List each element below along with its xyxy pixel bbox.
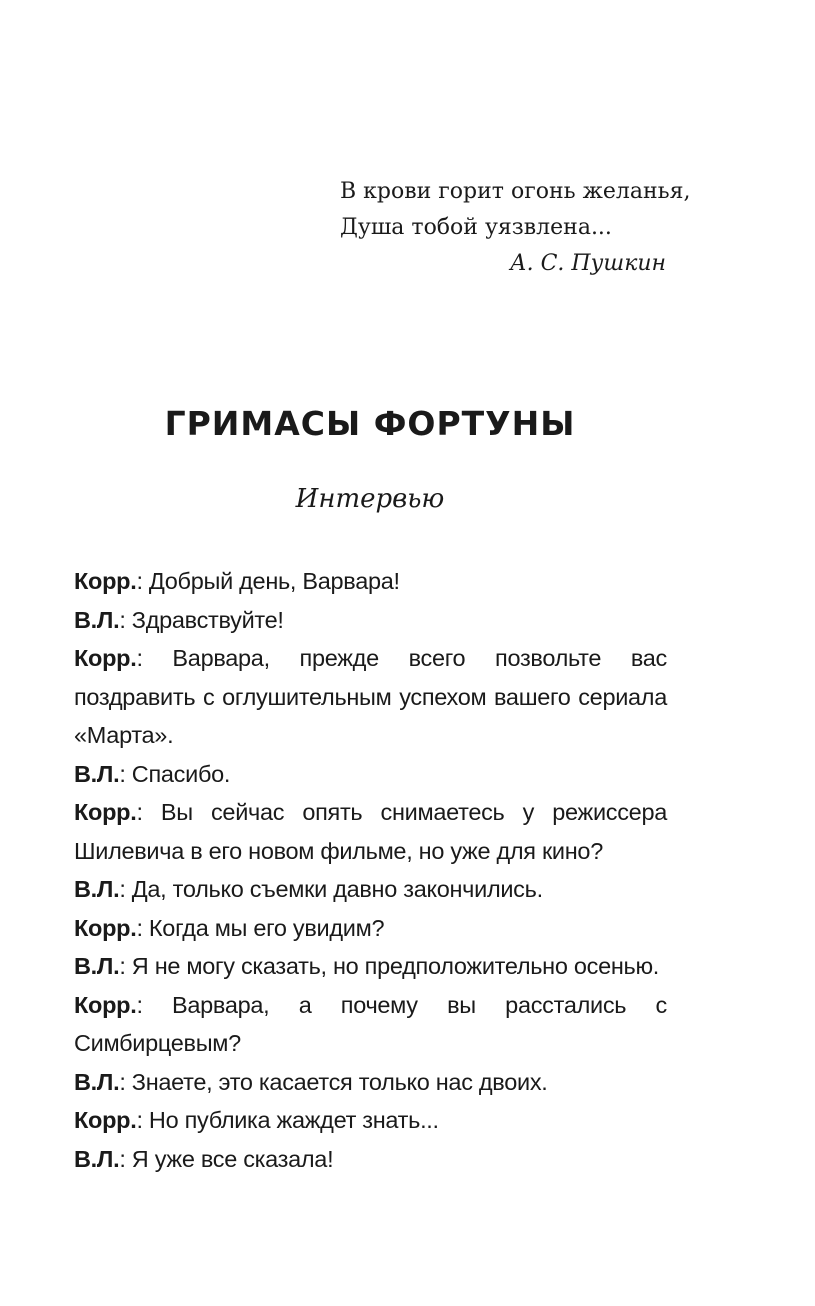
- speaker-separator: :: [119, 876, 132, 902]
- dialogue-line: [74, 755, 667, 794]
- speaker-label: В.Л.: [74, 1145, 120, 1172]
- replica-text: Спасибо.: [131, 760, 231, 787]
- replica-text: Добрый день, Варвара!: [148, 568, 400, 594]
- speaker-label: Корр.: [74, 991, 137, 1018]
- dialogue-line: [74, 793, 667, 870]
- replica-text: Когда мы его увидим?: [148, 914, 385, 941]
- epigraph-author: А. С. Пушкин: [509, 251, 666, 276]
- speaker-separator: :: [136, 568, 149, 594]
- speaker-label: В.Л.: [74, 1068, 120, 1095]
- dialogue-line: [74, 1140, 667, 1179]
- speaker-separator: :: [136, 799, 161, 825]
- speaker-label: В.Л.: [74, 876, 120, 902]
- speaker-separator: :: [119, 953, 132, 979]
- dialogue-line: [74, 986, 667, 1063]
- speaker-separator: :: [119, 1068, 132, 1095]
- dialogue-line: [74, 601, 667, 640]
- speaker-separator: :: [119, 1145, 132, 1172]
- interview-dialogue: [74, 562, 667, 1178]
- epigraph-line: В крови горит огонь желанья,: [340, 179, 691, 204]
- dialogue-line: [74, 1063, 667, 1102]
- speaker-label: Корр.: [74, 1107, 137, 1133]
- replica-text: Варвара, а почему вы расстались с Симбирцевым?: [74, 991, 667, 1056]
- speaker-label: Корр.: [74, 799, 137, 825]
- replica-text: Варвара, прежде всего позвольте вас поздравить с оглушительным успехом вашего сериала «Марта».: [74, 645, 667, 748]
- replica-text: Знаете, это касается только нас двоих.: [131, 1068, 548, 1095]
- replica-text: Здравствуйте!: [131, 606, 284, 633]
- epigraph-line: Душа тобой уязвлена...: [340, 215, 612, 240]
- dialogue-line: [74, 947, 667, 986]
- replica-text: Но публика жаждет знать...: [148, 1107, 439, 1133]
- speaker-separator: :: [136, 645, 173, 671]
- speaker-separator: :: [136, 1107, 149, 1133]
- speaker-separator: :: [136, 991, 172, 1018]
- speaker-label: В.Л.: [74, 953, 120, 979]
- replica-text: Вы сейчас опять снимаетесь у режиссера Шилевича в его новом фильме, но уже для кино?: [74, 799, 667, 864]
- speaker-separator: :: [119, 760, 132, 787]
- speaker-separator: :: [136, 914, 149, 941]
- speaker-separator: :: [119, 606, 132, 633]
- chapter-title: ГРИМАСЫ ФОРТУНЫ: [164, 404, 576, 443]
- dialogue-line: [74, 1101, 667, 1140]
- replica-text: Да, только съемки давно закончились.: [131, 876, 543, 902]
- replica-text: Я уже все сказала!: [131, 1145, 334, 1172]
- epigraph: [340, 174, 691, 282]
- dialogue-line: [74, 870, 667, 909]
- replica-text: Я не могу сказать, но предположительно осенью.: [131, 953, 660, 979]
- speaker-label: Корр.: [74, 568, 137, 594]
- speaker-label: В.Л.: [74, 606, 120, 633]
- chapter-subtitle: Интервью: [295, 484, 445, 514]
- speaker-label: Корр.: [74, 645, 137, 671]
- dialogue-line: [74, 562, 667, 601]
- dialogue-line: [74, 909, 667, 948]
- dialogue-line: [74, 639, 667, 755]
- speaker-label: В.Л.: [74, 760, 120, 787]
- speaker-label: Корр.: [74, 914, 137, 941]
